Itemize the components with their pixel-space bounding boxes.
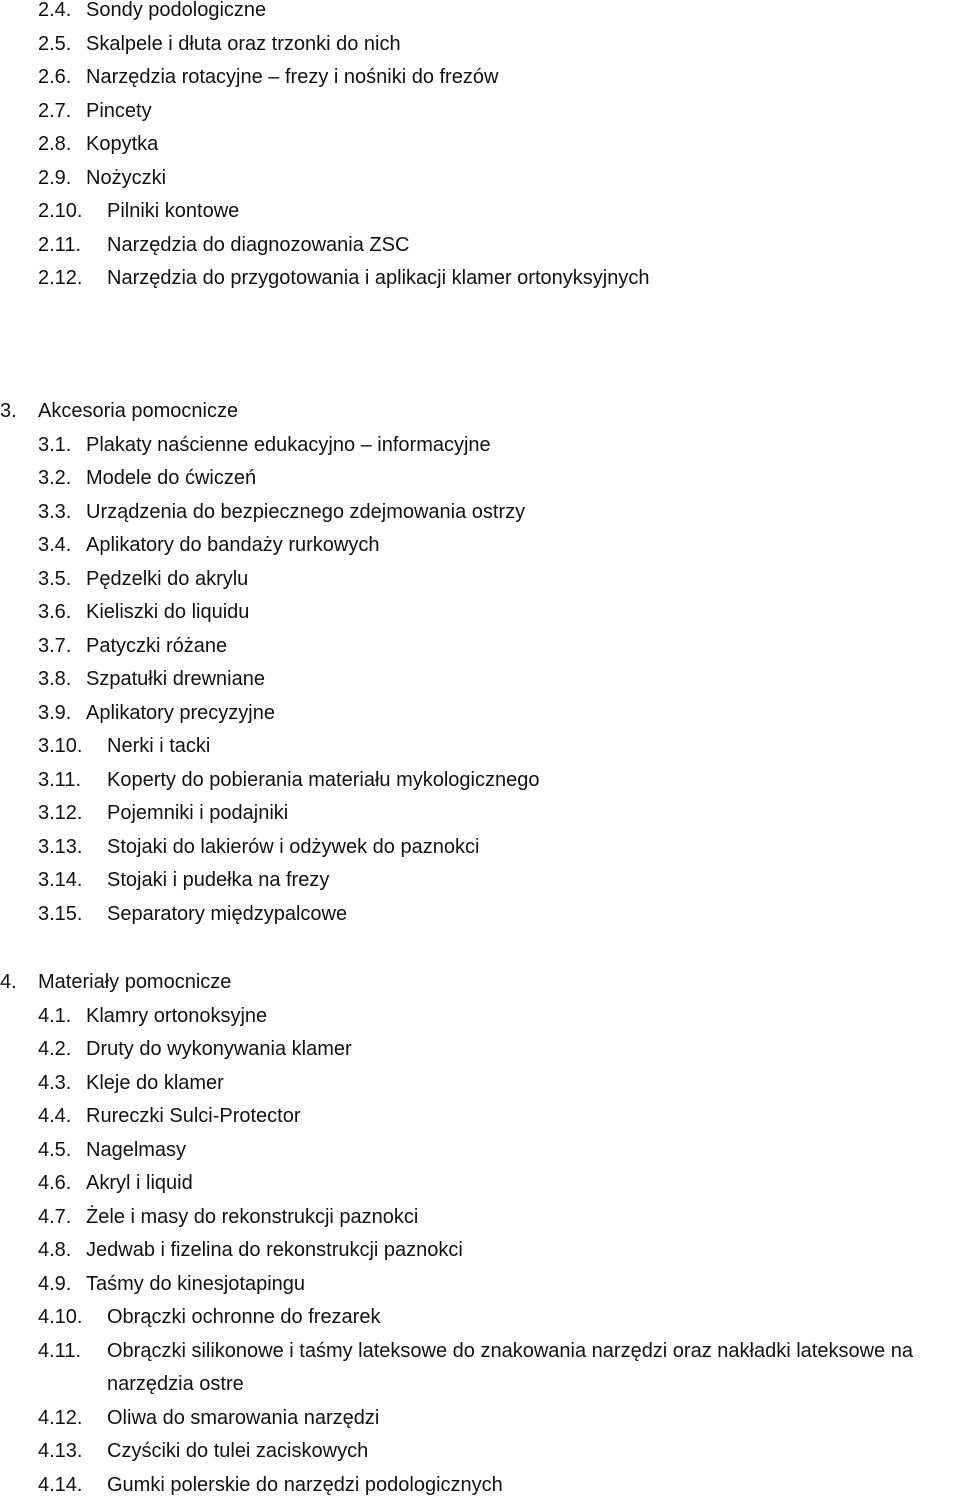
section-3	[0, 395, 539, 931]
item-number: 3.1.	[38, 433, 72, 456]
item-number: 3.5.	[38, 567, 72, 590]
item-number: 2.8.	[38, 133, 72, 155]
list-item	[0, 1067, 960, 1101]
item-text: Jedwab i fizelina do rekonstrukcji paznokci	[86, 1239, 463, 1261]
item-text: Pincety	[86, 99, 152, 122]
list-item	[0, 128, 649, 162]
item-text: Pilniki kontowe	[107, 200, 240, 222]
item-text: Druty do wykonywania klamer	[86, 1038, 352, 1060]
list-item	[0, 1469, 960, 1503]
section-heading	[0, 395, 539, 429]
item-text: Oliwa do smarowania narzędzi	[107, 1406, 380, 1429]
list-item	[0, 1234, 960, 1268]
list-item	[0, 462, 539, 496]
item-text: Obrączki ochronne do frezarek	[107, 1306, 381, 1328]
item-number: 4.9.	[38, 1272, 72, 1295]
section-2-list	[0, 0, 649, 296]
item-number: 4.6.	[38, 1172, 72, 1194]
item-text: Kleje do klamer	[86, 1071, 224, 1094]
item-number: 4.5.	[38, 1138, 72, 1161]
item-text: Stojaki i pudełka na frezy	[107, 869, 330, 891]
list-item	[0, 596, 539, 630]
item-number: 3.6.	[38, 601, 72, 623]
item-number: 3.4.	[38, 534, 72, 556]
section-number: 3.	[0, 400, 17, 422]
item-number: 2.12.	[38, 267, 83, 289]
list-item	[0, 162, 649, 196]
item-text: Kieliszki do liquidu	[86, 601, 250, 623]
item-number: 2.7.	[38, 99, 72, 122]
item-text: Narzędzia do diagnozowania ZSC	[107, 233, 410, 256]
list-item	[0, 1000, 960, 1034]
item-text: Żele i masy do rekonstrukcji paznokci	[86, 1205, 419, 1228]
list-item	[0, 1402, 960, 1436]
item-number: 3.3.	[38, 500, 72, 523]
item-text: Szpatułki drewniane	[86, 668, 265, 690]
list-item	[0, 697, 539, 731]
list-item	[0, 1268, 960, 1302]
list-item	[0, 1335, 960, 1402]
item-text: Nerki i tacki	[107, 735, 211, 757]
item-text: Aplikatory precyzyjne	[86, 701, 275, 724]
item-number: 3.8.	[38, 668, 72, 690]
item-number: 3.7.	[38, 634, 72, 657]
item-number: 2.6.	[38, 66, 72, 88]
item-text: Narzędzia rotacyjne – frezy i nośniki do frezów	[86, 66, 499, 88]
item-text: Sondy podologiczne	[86, 0, 267, 21]
list-item	[0, 1134, 960, 1168]
list-item	[0, 529, 539, 563]
list-item	[0, 630, 539, 664]
item-text: Narzędzia do przygotowania i aplikacji klamer ortonyksyjnych	[107, 267, 650, 289]
item-text: Obrączki silikonowe i taśmy lateksowe do znakowania narzędzi oraz nakładki lateksowe na narzędzia ostre	[107, 1339, 913, 1395]
item-text: Czyściki do tulei zaciskowych	[107, 1440, 369, 1462]
section-heading	[0, 966, 960, 1000]
item-text: Taśmy do kinesjotapingu	[86, 1272, 306, 1295]
list-item	[0, 1301, 960, 1335]
item-number: 2.10.	[38, 200, 83, 222]
item-text: Kopytka	[86, 133, 159, 155]
list-item	[0, 61, 649, 95]
section-4	[0, 966, 960, 1502]
item-text: Separatory międzypalcowe	[107, 902, 348, 925]
item-text: Stojaki do lakierów i odżywek do paznokci	[107, 835, 480, 858]
item-text: Rureczki Sulci-Protector	[86, 1105, 301, 1127]
item-text: Koperty do pobierania materiału mykologicznego	[107, 768, 540, 791]
item-number: 4.2.	[38, 1038, 72, 1060]
item-number: 3.9.	[38, 701, 72, 724]
list-item	[0, 730, 539, 764]
item-text: Pędzelki do akrylu	[86, 567, 249, 590]
item-number: 4.1.	[38, 1004, 72, 1027]
list-item	[0, 1201, 960, 1235]
item-number: 3.2.	[38, 467, 72, 489]
item-number: 3.12.	[38, 802, 83, 824]
item-number: 4.8.	[38, 1239, 72, 1261]
item-text: Aplikatory do bandaży rurkowych	[86, 534, 380, 556]
item-text: Skalpele i dłuta oraz trzonki do nich	[86, 32, 401, 55]
item-number: 4.4.	[38, 1105, 72, 1127]
list-item	[0, 898, 539, 932]
item-text: Plakaty naścienne edukacyjno – informacyjne	[86, 433, 491, 456]
item-number: 2.11.	[38, 233, 81, 256]
item-number: 4.7.	[38, 1205, 72, 1228]
item-number: 4.11.	[38, 1339, 81, 1362]
item-number: 3.14.	[38, 869, 83, 891]
list-item	[0, 1435, 960, 1469]
item-text: Nagelmasy	[86, 1138, 187, 1161]
list-item	[0, 831, 539, 865]
item-text: Gumki polerskie do narzędzi podologicznych	[107, 1473, 503, 1496]
list-item	[0, 429, 539, 463]
list-item	[0, 195, 649, 229]
list-item	[0, 1167, 960, 1201]
item-number: 4.10.	[38, 1306, 83, 1328]
item-number: 4.14.	[38, 1473, 83, 1496]
item-text: Patyczki różane	[86, 634, 228, 657]
section-title: Akcesoria pomocnicze	[38, 400, 239, 422]
item-number: 4.12.	[38, 1406, 83, 1429]
item-number: 2.5.	[38, 32, 72, 55]
item-number: 2.4.	[38, 0, 72, 21]
item-number: 3.10.	[38, 735, 83, 757]
list-item	[0, 1033, 960, 1067]
item-text: Urządzenia do bezpiecznego zdejmowania ostrzy	[86, 500, 526, 523]
item-text: Nożyczki	[86, 166, 167, 189]
list-item	[0, 0, 649, 28]
list-item	[0, 864, 539, 898]
item-text: Klamry ortonoksyjne	[86, 1004, 268, 1027]
list-item	[0, 229, 649, 263]
list-item	[0, 496, 539, 530]
item-text: Modele do ćwiczeń	[86, 467, 257, 489]
item-number: 2.9.	[38, 166, 72, 189]
list-item	[0, 764, 539, 798]
item-text: Akryl i liquid	[86, 1172, 193, 1194]
list-item	[0, 28, 649, 62]
list-item	[0, 663, 539, 697]
item-number: 3.15.	[38, 902, 83, 925]
list-item	[0, 95, 649, 129]
list-item	[0, 797, 539, 831]
item-number: 3.13.	[38, 835, 83, 858]
item-number: 4.13.	[38, 1440, 83, 1462]
section-title: Materiały pomocnicze	[38, 971, 232, 993]
list-item	[0, 563, 539, 597]
item-number: 4.3.	[38, 1071, 72, 1094]
list-item	[0, 1100, 960, 1134]
item-text: Pojemniki i podajniki	[107, 802, 289, 824]
section-number: 4.	[0, 971, 17, 993]
item-number: 3.11.	[38, 768, 81, 791]
list-item	[0, 262, 649, 296]
